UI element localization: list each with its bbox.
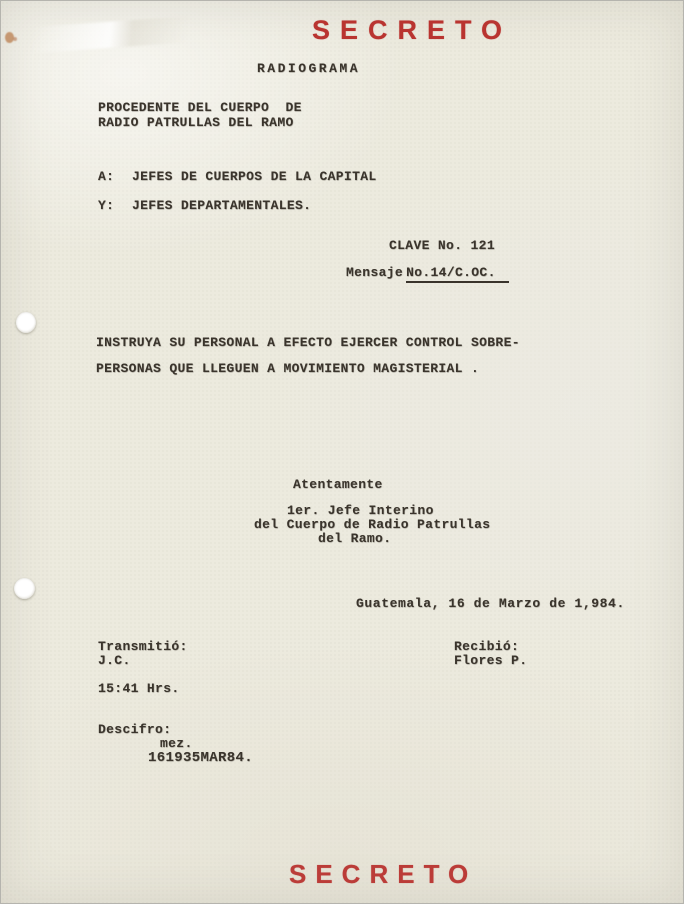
- decipher-initials: mez.: [160, 736, 193, 751]
- transmission-time: 15:41 Hrs.: [98, 681, 180, 696]
- recipient-a-value: JEFES DE CUERPOS DE LA CAPITAL: [132, 169, 377, 184]
- mensaje-value: No.14/C.OC.: [406, 265, 509, 283]
- received-label: Recibió:: [454, 639, 520, 654]
- signature-title-1: 1er. Jefe Interino: [287, 503, 434, 518]
- signature-title-3: del Ramo.: [318, 531, 392, 546]
- paper-crease: [10, 13, 231, 54]
- decipher-label: Descifro:: [98, 722, 172, 737]
- signature-title-2: del Cuerpo de Radio Patrullas: [254, 517, 491, 532]
- recipient-y-value: JEFES DEPARTAMENTALES.: [132, 198, 312, 213]
- origin-line-2: RADIO PATRULLAS DEL RAMO: [98, 115, 294, 130]
- body-line-1: INSTRUYA SU PERSONAL A EFECTO EJERCER CONTROL SOBRE-: [96, 335, 520, 350]
- recipient-y-label: Y:: [98, 198, 115, 213]
- clave-number: CLAVE No. 121: [389, 238, 495, 253]
- decipher-datetime-group: 161935MAR84.: [148, 750, 254, 766]
- transmitted-by: J.C.: [98, 653, 131, 668]
- recipient-a-label: A:: [98, 169, 115, 184]
- classification-stamp-bottom: SECRETO: [289, 859, 478, 889]
- punch-hole: [16, 312, 36, 333]
- received-by: Flores P.: [454, 653, 528, 668]
- document-title: RADIOGRAMA: [257, 61, 361, 76]
- classification-stamp-top: SECRETO: [312, 15, 513, 45]
- punch-hole: [14, 578, 35, 599]
- body-line-2: PERSONAS QUE LLEGUEN A MOVIMIENTO MAGISTERIAL .: [96, 361, 480, 376]
- dateline: Guatemala, 16 de Marzo de 1,984.: [356, 596, 625, 611]
- signature-closing: Atentamente: [293, 477, 383, 492]
- mensaje-label: Mensaje: [346, 265, 404, 280]
- origin-line-1: PROCEDENTE DEL CUERPO DE: [98, 100, 302, 115]
- mensaje-number: [346, 266, 509, 280]
- transmitted-label: Transmitió:: [98, 639, 188, 654]
- rust-stain: [13, 37, 17, 41]
